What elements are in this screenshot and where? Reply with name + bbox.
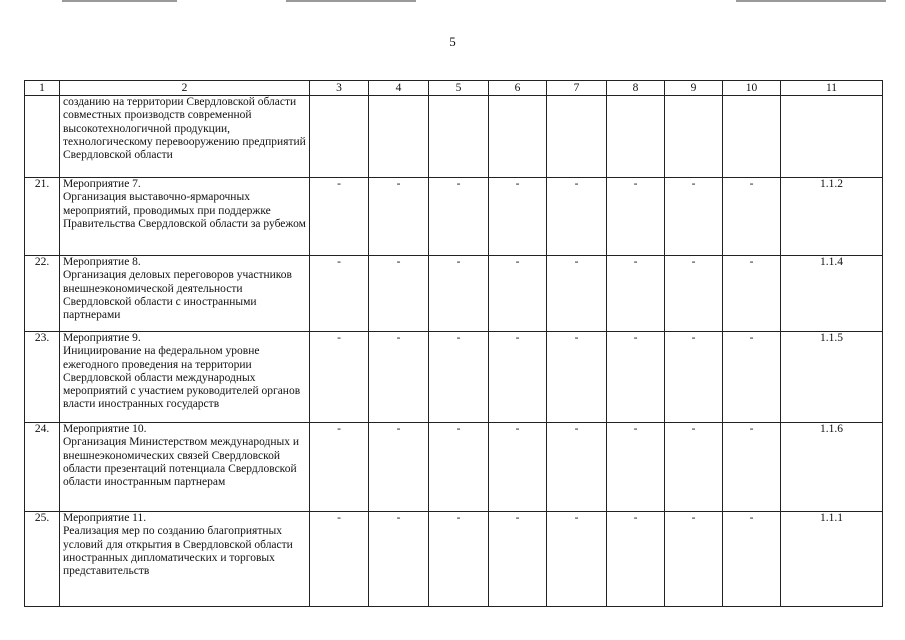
measure-description [60, 178, 310, 256]
scan-edge-mark [736, 0, 886, 2]
measure-description [60, 512, 310, 607]
value-cell-col-6: - [489, 512, 547, 607]
value-cell-col-7: - [547, 423, 607, 512]
empty-cell [781, 96, 883, 178]
value-cell-col-8: - [607, 332, 665, 423]
value-cell-col-6: - [489, 178, 547, 256]
value-cell-col-9: - [665, 178, 723, 256]
measure-description [60, 332, 310, 423]
column-header-1: 1 [25, 81, 60, 96]
value-cell-col-6: - [489, 332, 547, 423]
measure-title: Мероприятие 10. [63, 423, 147, 435]
value-cell-col-8: - [607, 178, 665, 256]
measure-description [60, 423, 310, 512]
value-cell-col-3: - [310, 178, 369, 256]
target-indicator-code: 1.1.4 [781, 256, 883, 332]
column-header-11: 11 [781, 81, 883, 96]
value-cell-col-5: - [429, 178, 489, 256]
value-cell-col-10: - [723, 178, 781, 256]
measure-title: Мероприятие 9. [63, 332, 141, 344]
value-cell-col-10: - [723, 256, 781, 332]
table-row [25, 256, 883, 332]
empty-cell [489, 96, 547, 178]
column-header-5: 5 [429, 81, 489, 96]
row-number: 23. [25, 332, 60, 423]
column-header-3: 3 [310, 81, 369, 96]
target-indicator-code: 1.1.5 [781, 332, 883, 423]
empty-cell [607, 96, 665, 178]
table-row [25, 332, 883, 423]
table-row [25, 178, 883, 256]
value-cell-col-3: - [310, 512, 369, 607]
value-cell-col-3: - [310, 256, 369, 332]
value-cell-col-7: - [547, 178, 607, 256]
row-number: 24. [25, 423, 60, 512]
value-cell-col-4: - [369, 178, 429, 256]
value-cell-col-7: - [547, 512, 607, 607]
value-cell-col-3: - [310, 423, 369, 512]
measure-text: Организация деловых переговоров участников внешнеэкономической деятельности Свердловской области с иностранными партнерами [63, 269, 292, 322]
table-row [25, 423, 883, 512]
measures-table [24, 80, 883, 607]
value-cell-col-4: - [369, 423, 429, 512]
row-number: 22. [25, 256, 60, 332]
empty-cell [369, 96, 429, 178]
value-cell-col-8: - [607, 256, 665, 332]
row-number: 25. [25, 512, 60, 607]
measure-text: Реализация мер по созданию благоприятных условий для открытия в Свердловской области иностранных дипломатических и торговых представительств [63, 525, 293, 578]
continuation-text: созданию на территории Свердловской области совместных производств современной высокотехнологичной продукции, технологическому перевооружению предприятий Свердловской области [60, 96, 310, 178]
value-cell-col-5: - [429, 332, 489, 423]
value-cell-col-10: - [723, 423, 781, 512]
table-row [25, 512, 883, 607]
target-indicator-code: 1.1.2 [781, 178, 883, 256]
target-indicator-code: 1.1.1 [781, 512, 883, 607]
value-cell-col-7: - [547, 332, 607, 423]
page-number: 5 [449, 34, 456, 49]
column-header-9: 9 [665, 81, 723, 96]
value-cell-col-4: - [369, 332, 429, 423]
value-cell-col-9: - [665, 512, 723, 607]
column-header-8: 8 [607, 81, 665, 96]
header-row [25, 81, 883, 96]
row-number: 21. [25, 178, 60, 256]
column-header-6: 6 [489, 81, 547, 96]
value-cell-col-10: - [723, 512, 781, 607]
column-header-4: 4 [369, 81, 429, 96]
value-cell-col-9: - [665, 256, 723, 332]
scan-edge-mark [286, 0, 416, 2]
empty-cell [429, 96, 489, 178]
value-cell-col-7: - [547, 256, 607, 332]
column-header-2: 2 [60, 81, 310, 96]
value-cell-col-4: - [369, 512, 429, 607]
value-cell-col-10: - [723, 332, 781, 423]
empty-cell [25, 96, 60, 178]
value-cell-col-8: - [607, 423, 665, 512]
value-cell-col-9: - [665, 332, 723, 423]
empty-cell [547, 96, 607, 178]
value-cell-col-5: - [429, 256, 489, 332]
measure-title: Мероприятие 7. [63, 178, 141, 190]
measure-title: Мероприятие 8. [63, 256, 141, 268]
measure-description [60, 256, 310, 332]
scan-edge-mark [62, 0, 177, 2]
column-header-10: 10 [723, 81, 781, 96]
value-cell-col-4: - [369, 256, 429, 332]
empty-cell [310, 96, 369, 178]
measure-text: Инициирование на федеральном уровне ежегодного проведения на территории Свердловской области международных мероприятий с участием руководителей органов власти иностранных государств [63, 345, 301, 411]
measure-text: Организация выставочно-ярмарочных мероприятий, проводимых при поддержке Правительства Свердловской области за рубежом [63, 191, 306, 230]
value-cell-col-6: - [489, 256, 547, 332]
target-indicator-code: 1.1.6 [781, 423, 883, 512]
column-header-7: 7 [547, 81, 607, 96]
value-cell-col-9: - [665, 423, 723, 512]
empty-cell [723, 96, 781, 178]
value-cell-col-8: - [607, 512, 665, 607]
value-cell-col-6: - [489, 423, 547, 512]
empty-cell [665, 96, 723, 178]
table-row-continuation [25, 96, 883, 178]
measure-text: Организация Министерством международных и внешнеэкономических связей Свердловской области презентаций потенциала Свердловской области иностранным партнерам [63, 436, 300, 489]
value-cell-col-5: - [429, 423, 489, 512]
measure-title: Мероприятие 11. [63, 512, 147, 524]
value-cell-col-3: - [310, 332, 369, 423]
value-cell-col-5: - [429, 512, 489, 607]
